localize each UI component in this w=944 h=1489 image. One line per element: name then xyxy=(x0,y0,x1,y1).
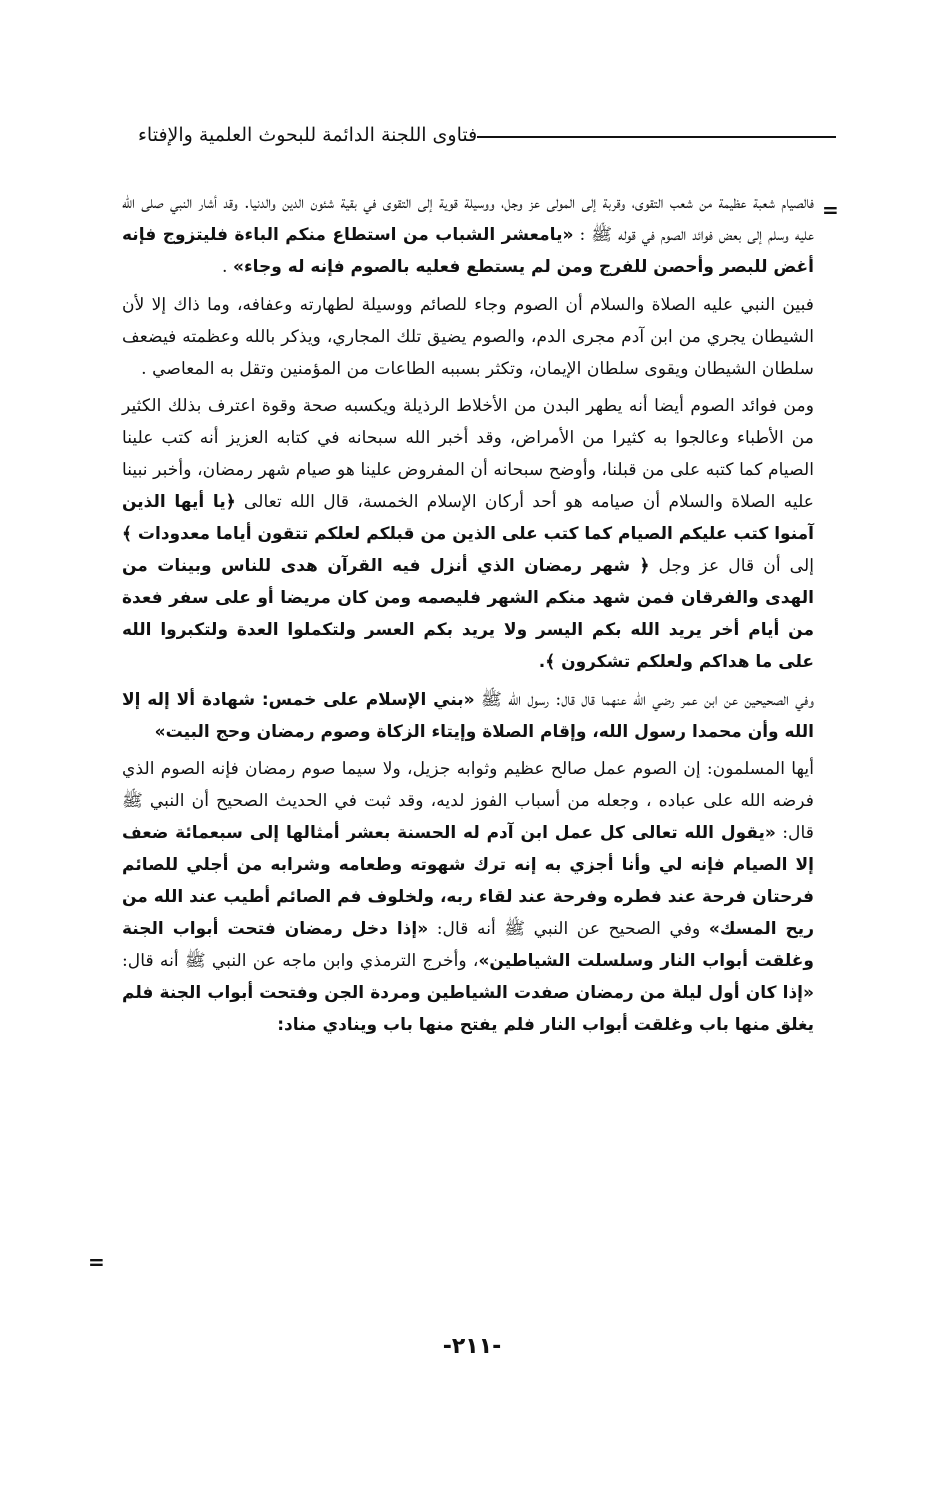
continuation-mark-bottom: = xyxy=(88,1250,105,1274)
running-header xyxy=(128,118,836,152)
header-title: فتاوى اللجنة الدائمة للبحوث العلمية والإفتاء xyxy=(138,124,478,146)
paragraph-3 xyxy=(122,391,814,678)
text-run: فالصيام شعبة عظيمة من شعب التقوى، وقربة إلى المولى عز وجل، ووسيلة قوية إلى التقوى في بقية شئون الدين والدنيا. وقد أشار النبي صلى الله عليه وسلم إلى بعض فوائد الصوم في قوله ﷺ : xyxy=(122,193,814,245)
quran-verse: ﴿ شهر رمضان الذي أنزل فيه القرآن هدى للناس وبينات من الهدى والفرقان فمن شهد منكم الشهر فليصمه ومن كان مريضا أو على سفر فعدة من أيام أخر يريد الله بكم اليسر ولا يريد بكم العسر ولتكملوا العدة ولتكبروا الله على ما هداكم ولعلكم تشكرون ﴾. xyxy=(122,555,814,672)
continuation-mark-top: = xyxy=(822,198,839,222)
page-number: -٢١١- xyxy=(442,1334,502,1359)
hadith-quote: «بني الإسلام على خمس: شهادة ألا إله إلا الله وأن محمدا رسول الله، وإقام الصلاة وإيتاء الزكاة وصوم رمضان وحج البيت» xyxy=(122,689,814,742)
text-run: ومن فوائد الصوم أيضا أنه يطهر البدن من الأخلاط الرذيلة ويكسبه صحة وقوة اعترف بذلك الكثير من الأطباء وعالجوا به كثيرا من الأمراض، وقد أخبر الله سبحانه في كتابه العزيز أنه كتب علينا الصيام كما كتبه على من قبلنا، وأوضح سبحانه أن المفروض علينا هو صيام شهر رمضان، وأخبر نبينا عليه الصلاة والسلام أن صيامه هو أحد أركان الإسلام الخمسة، قال الله تعالى xyxy=(122,396,815,513)
text-run: إلى أن قال عز وجل xyxy=(649,555,814,576)
paragraph-1 xyxy=(122,188,814,284)
hadith-quote: «يقول الله تعالى كل عمل ابن آدم له الحسنة بعشر أمثالها إلى سبعمائة ضعف إلا الصيام فإنه لي وأنا أجزي به إنه ترك شهوته وطعامه وشرابه من أجلي للصائم فرحتان فرحة عند فطره وفرحة عند لقاء ربه، ولخلوف فم الصائم أطيب عند الله من ريح المسك» xyxy=(122,823,814,939)
text-run: وفي الصحيحين عن ابن عمر رضي الله عنهما قال قال: رسول الله ﷺ xyxy=(474,689,814,710)
text-run: فبين النبي عليه الصلاة والسلام أن الصوم وجاء للصائم ووسيلة لطهارته وعفافه، وما ذاك إلا لأن الشيطان يجري من ابن آدم مجرى الدم، والصوم يضيق تلك المجاري، ويذكر بالله وعظمته فيضعف سلطان الشيطان ويقوى سلطان الإيمان، وتكثر بسببه الطاعات من المؤمنين وتقل به المعاصي . xyxy=(122,294,814,379)
hadith-quote: «يامعشر الشباب من استطاع منكم الباءة فليتزوج فإنه أغض للبصر وأحصن للفرج ومن لم يستطع فعليه بالصوم فإنه له وجاء» xyxy=(122,224,814,277)
text-run: ، وأخرج الترمذي وابن ماجه عن النبي ﷺ أنه قال: xyxy=(122,950,479,971)
paragraph-2 xyxy=(122,290,814,386)
quran-verse: ﴿يا أيها الذين آمنوا كتب عليكم الصيام كما كتب على الذين من قبلكم لعلكم تتقون أياما معدودات ﴾ xyxy=(122,492,814,545)
paragraph-4 xyxy=(122,685,814,749)
text-run: أيها المسلمون: إن الصوم عمل صالح عظيم وثوابه جزيل، ولا سيما صوم رمضان فإنه الصوم الذي فرضه الله على عباده ، وجعله من أسباب الفوز لديه، وقد ثبت في الحديث الصحيح أن النبي ﷺ قال: xyxy=(122,759,814,844)
text-run: وفي الصحيح عن النبي ﷺ أنه قال: xyxy=(428,918,709,939)
paragraph-5 xyxy=(122,754,814,1041)
hadith-quote: «إذا كان أول ليلة من رمضان صفدت الشياطين ومردة الجن وفتحت أبواب الجنة فلم يغلق منها باب وغلقت أبواب النار فلم يفتح منها باب وينادي مناد: xyxy=(122,982,814,1035)
header-rule xyxy=(477,136,836,138)
hadith-quote: «إذا دخل رمضان فتحت أبواب الجنة وغلقت أبواب النار وسلسلت الشياطين» xyxy=(122,918,814,971)
text-run: . xyxy=(222,256,233,277)
body-text xyxy=(122,188,814,1048)
